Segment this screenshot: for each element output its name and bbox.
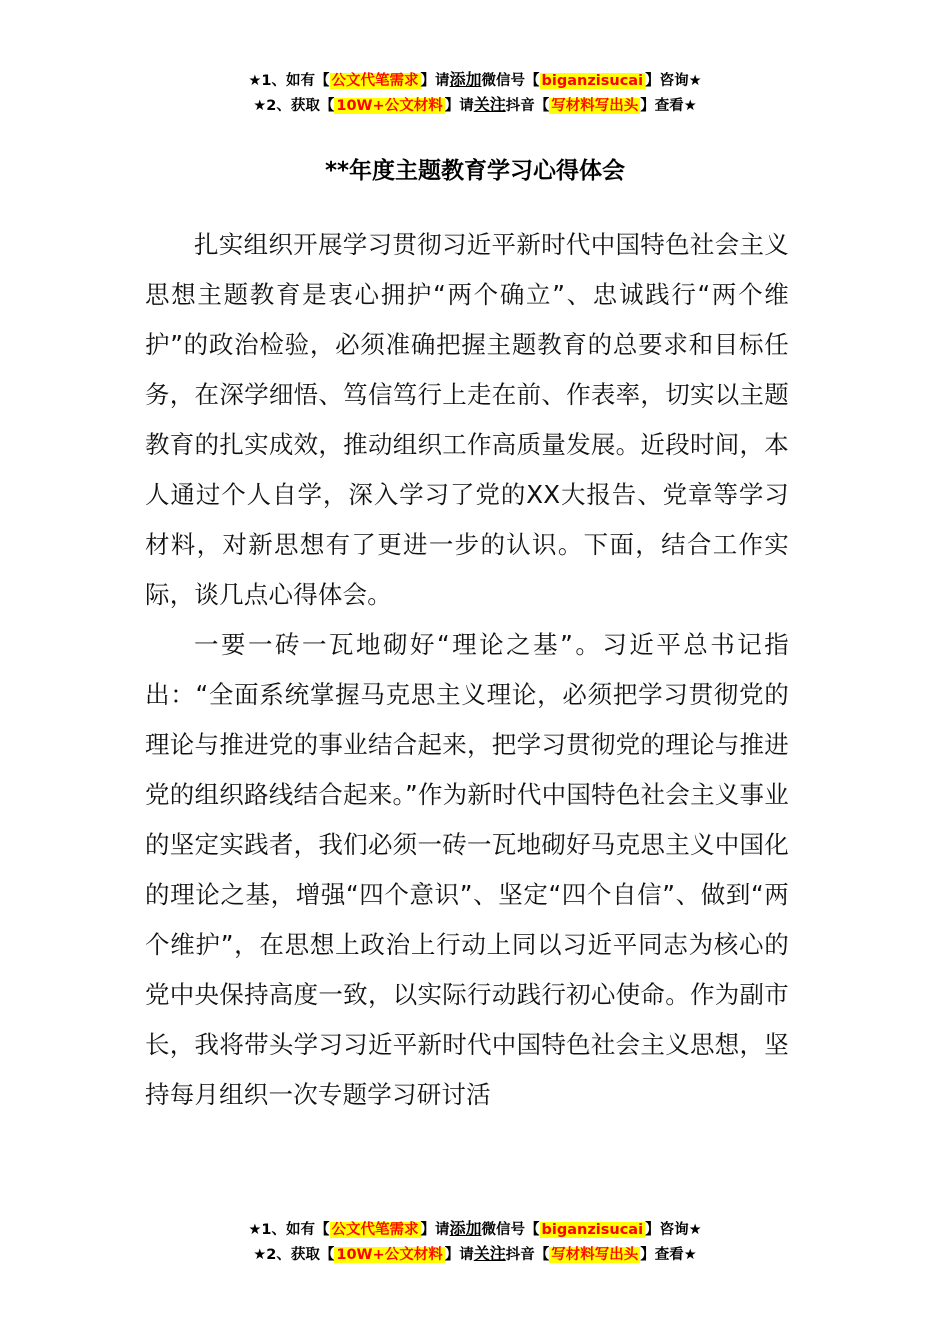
promo-text: 】请 [420, 73, 450, 89]
promo-emphasis: 添加 [449, 1219, 482, 1238]
promo-text: ★2、获取【 [253, 98, 335, 114]
promo-emphasis: 添加 [449, 70, 482, 89]
promo-line-2 [0, 93, 950, 118]
promo-highlight: 公文代笔需求 [331, 1222, 419, 1238]
document-title: **年度主题教育学习心得体会 [324, 158, 626, 184]
promo-text: 】请 [420, 1222, 450, 1238]
paragraph: 一要一砖一瓦地砌好“理论之基”。习近平总书记指出：“全面系统掌握马克思主义理论，必须把学习贯彻党的理论与推进党的事业结合起来，把学习贯彻党的理论与推进党的组织路线结合起来。”作为新时代中国特色社会主义事业的坚定实践者，我们必须一砖一瓦地砌好马克思主义中国化的理论之基，增强“四个意识”、坚定“四个自信”、做到“两个维护”，在思想上政治上行动上同以习近平同志为核心的党中央保持高度一致，以实际行动践行初心使命。作为副市长，我将带头学习习近平新时代中国特色社会主义思想，坚持每月组织一次专题学习研讨活 [145, 630, 789, 1109]
promo-emphasis: 关注 [473, 1244, 506, 1263]
promo-line-2 [0, 1242, 950, 1267]
promo-highlight: 10W+公文材料 [336, 98, 443, 114]
promo-text: 抖音【 [505, 1247, 550, 1263]
header-promo-banner [0, 68, 950, 118]
douyin-account-highlight: 写材料写出头 [551, 1247, 639, 1263]
paragraph: 扎实组织开展学习贯彻习近平新时代中国特色社会主义思想主题教育是衷心拥护“两个确立”、忠诚践行“两个维护”的政治检验，必须准确把握主题教育的总要求和目标任务，在深学细悟、笃信笃行上走在前、作表率，切实以主题教育的扎实成效，推动组织工作高质量发展。近段时间，本人通过个人自学，深入学习了党的XX大报告、党章等学习材料，对新思想有了更进一步的认识。下面，结合工作实际，谈几点心得体会。 [145, 230, 789, 609]
promo-line-1 [0, 1217, 950, 1242]
promo-line-1 [0, 68, 950, 93]
document-body [145, 220, 789, 1120]
promo-text: 】请 [444, 1247, 474, 1263]
promo-text: 】请 [444, 98, 474, 114]
promo-text: ★2、获取【 [253, 1247, 335, 1263]
promo-text: 微信号【 [481, 73, 540, 89]
wechat-id-highlight: biganzisucai [541, 1222, 644, 1238]
promo-text: 抖音【 [505, 98, 550, 114]
wechat-id-highlight: biganzisucai [541, 73, 644, 89]
promo-highlight: 公文代笔需求 [331, 73, 419, 89]
promo-emphasis: 关注 [473, 95, 506, 114]
footer-promo-banner [0, 1217, 950, 1267]
promo-text: 】查看★ [640, 98, 697, 114]
promo-text: 】查看★ [640, 1247, 697, 1263]
promo-highlight: 10W+公文材料 [336, 1247, 443, 1263]
promo-text: ★1、如有【 [248, 73, 330, 89]
promo-text: 微信号【 [481, 1222, 540, 1238]
douyin-account-highlight: 写材料写出头 [551, 98, 639, 114]
promo-text: 】咨询★ [645, 73, 702, 89]
promo-text: ★1、如有【 [248, 1222, 330, 1238]
promo-text: 】咨询★ [645, 1222, 702, 1238]
